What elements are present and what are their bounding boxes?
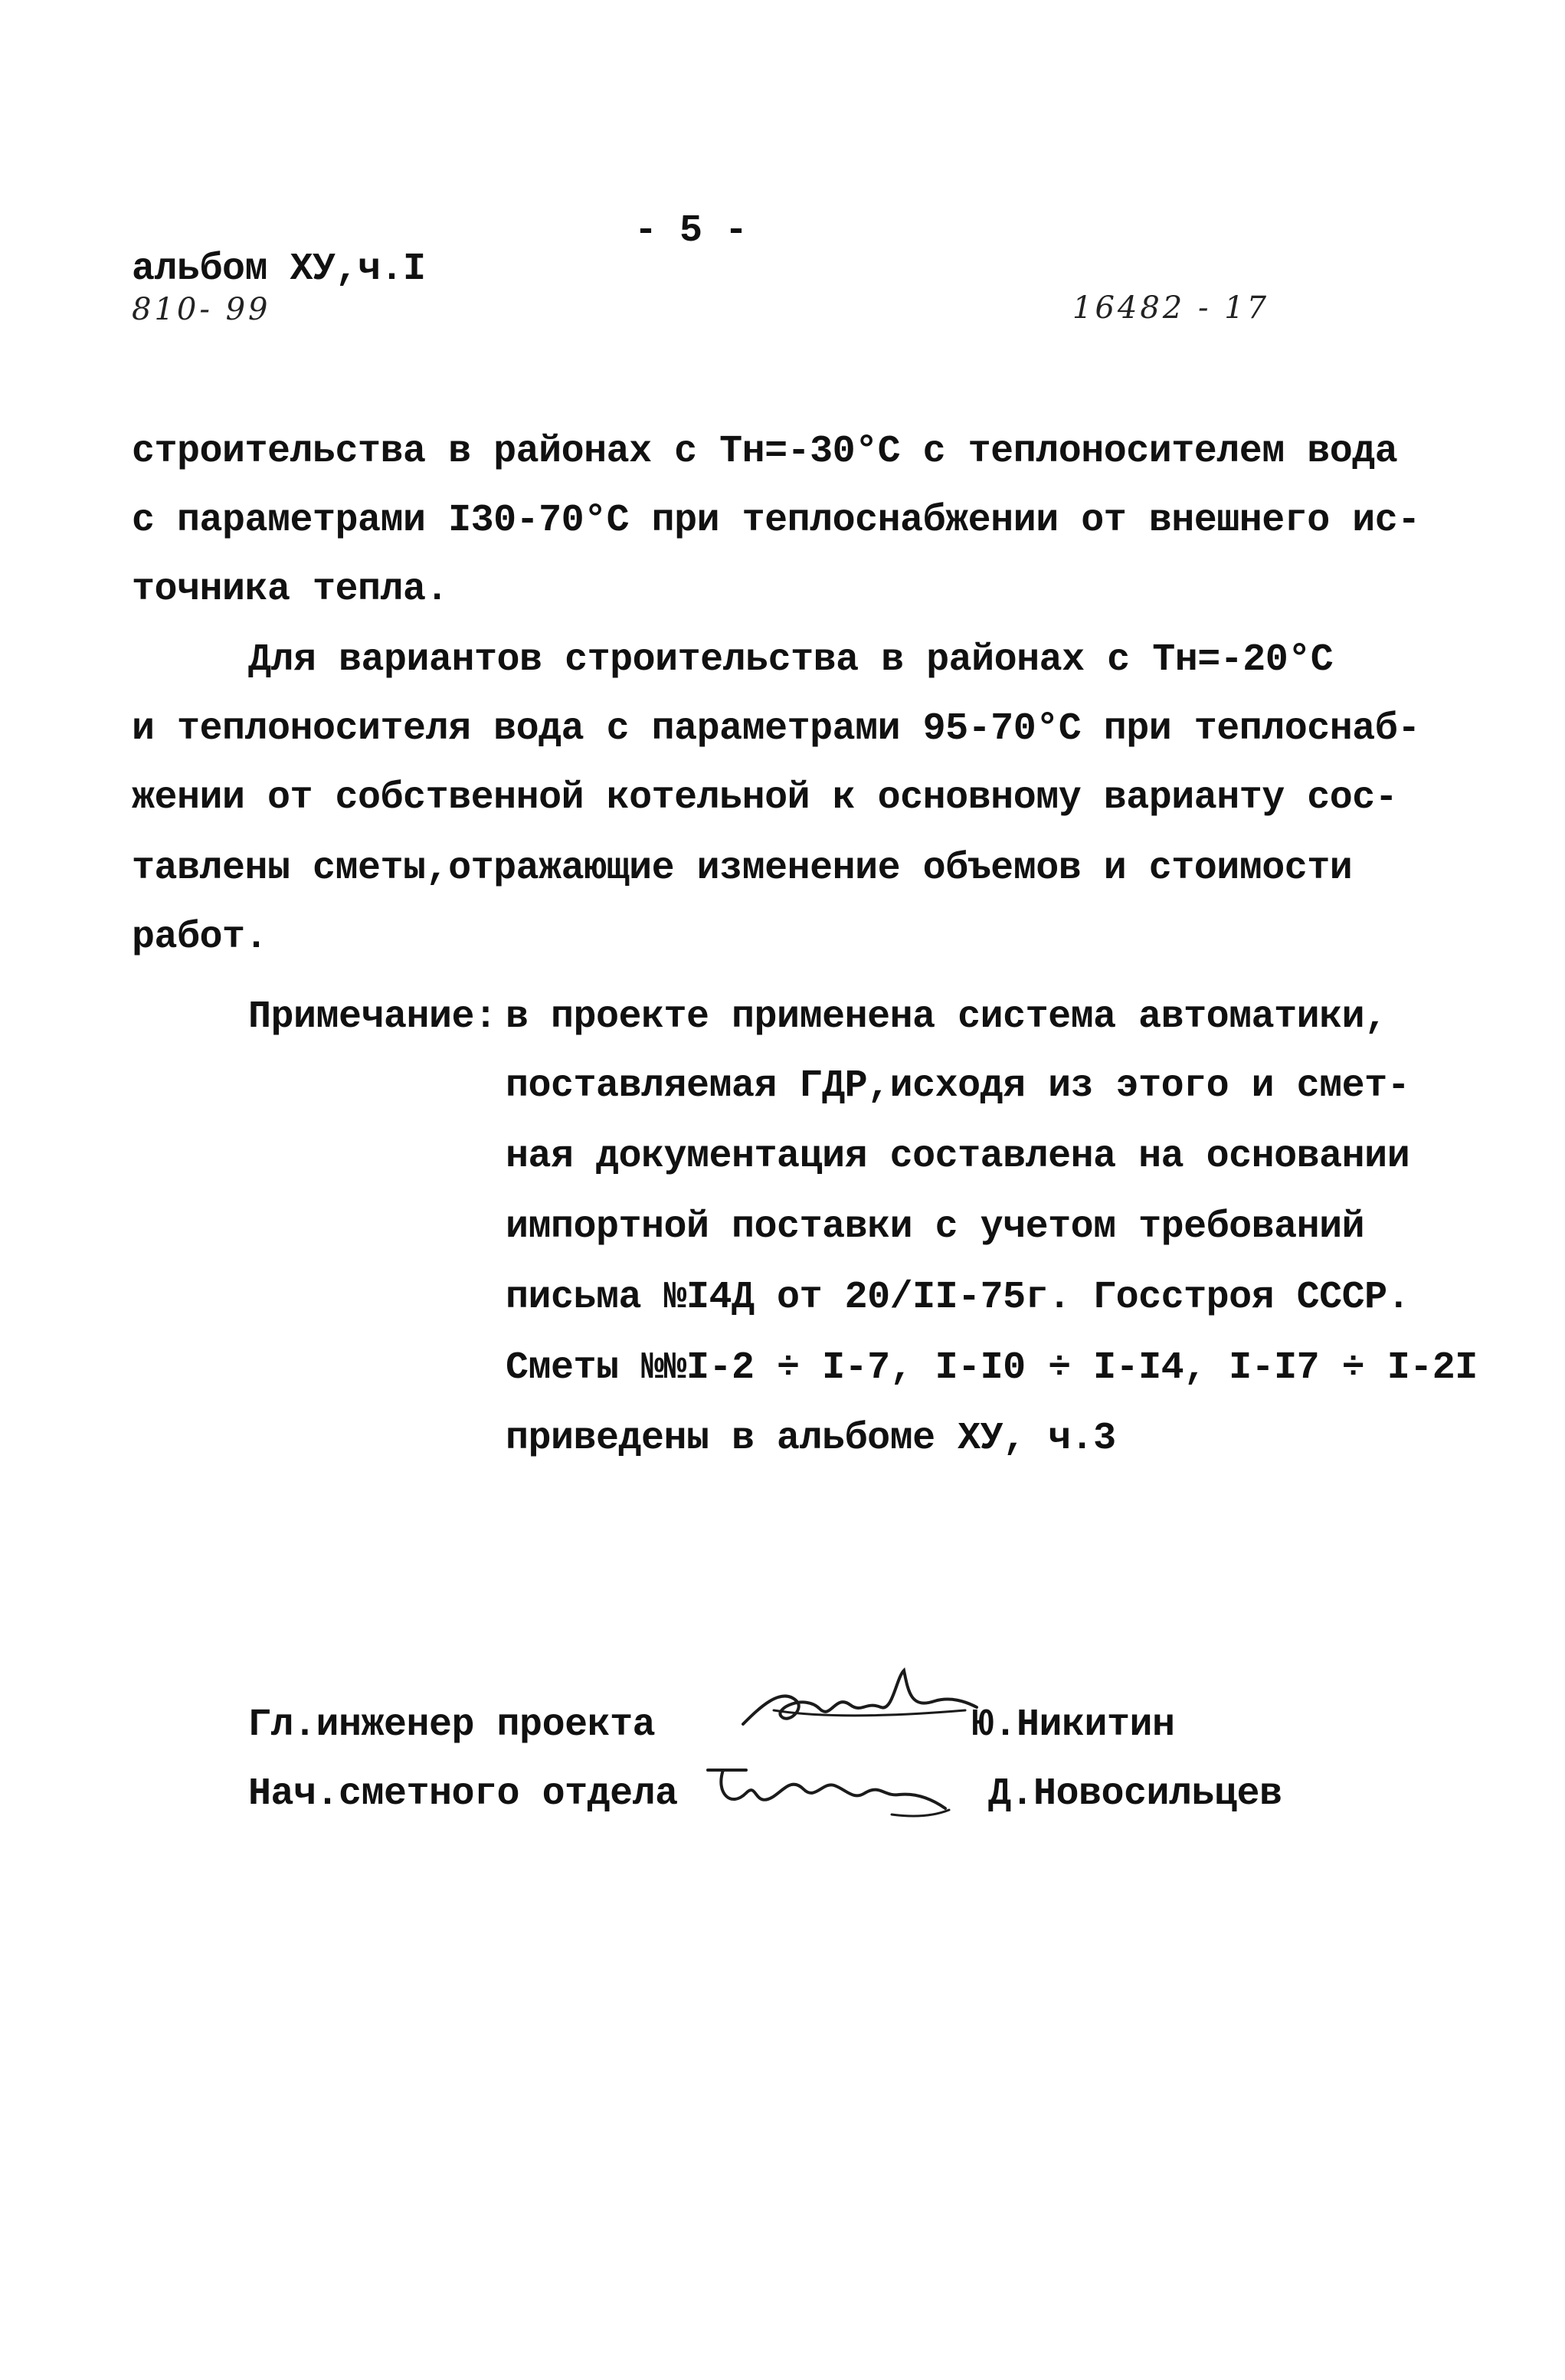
signature-title: Гл.инженер проекта (248, 1703, 656, 1747)
handwritten-signature (735, 1663, 981, 1747)
signature-name: Ю.Никитин (971, 1703, 1175, 1747)
page-number: - 5 - (634, 209, 748, 253)
note-line: приведены в альбоме ХУ, ч.3 (506, 1417, 1116, 1460)
note-line: ная документация составлена на основании (506, 1135, 1410, 1179)
paragraph1-line: точника тепла. (132, 568, 449, 611)
note-line: импортной поставки с учетом требований (506, 1205, 1365, 1249)
signature-name: Д.Новосильцев (988, 1772, 1282, 1816)
handwritten-signature (700, 1755, 961, 1831)
doc-code-handwritten: 16482 - 17 (1072, 290, 1270, 326)
album-label: альбом ХУ,ч.I (132, 248, 426, 291)
paragraph2-line: Для вариантов строительства в районах с Тн=-20°С (248, 638, 1334, 682)
note-line: письма №I4Д от 20/II-75г. Госстроя СССР. (506, 1276, 1410, 1319)
album-code-handwritten: 810- 99 (132, 292, 271, 327)
paragraph2-line: и теплоносителя вода с параметрами 95-70°С при теплоснаб- (132, 707, 1420, 751)
paragraph1-line: строительства в районах с Тн=-30°С с теплоносителем вода (132, 430, 1398, 474)
note-line: поставляемая ГДР,исходя из этого и смет- (506, 1064, 1410, 1108)
note-line: в проекте применена система автоматики, (506, 995, 1387, 1039)
paragraph2-line: работ. (132, 916, 268, 959)
note-label: Примечание: (248, 995, 497, 1039)
paragraph1-line: с параметрами I30-70°С при теплоснабжении от внешнего ис- (132, 499, 1420, 543)
paragraph2-line: жении от собственной котельной к основному варианту сос- (132, 776, 1398, 820)
paragraph2-line: тавлены сметы,отражающие изменение объемов и стоимости (132, 847, 1353, 890)
note-line: Сметы №№I-2 ÷ I-7, I-I0 ÷ I-I4, I-I7 ÷ I-2I (506, 1346, 1478, 1390)
signature-title: Нач.сметного отдела (248, 1772, 678, 1816)
